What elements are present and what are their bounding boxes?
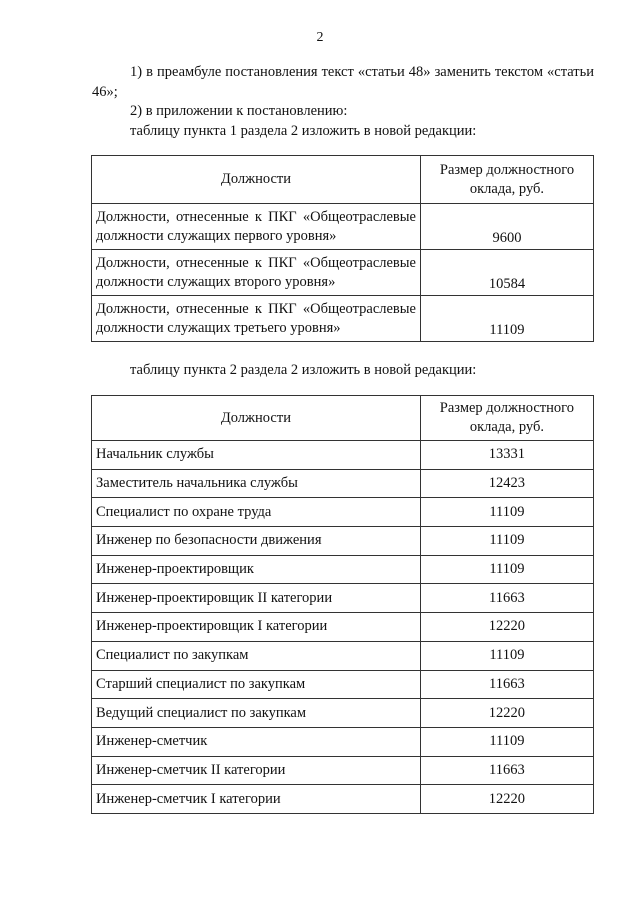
position-cell: Заместитель начальника службы xyxy=(92,469,421,498)
table-row xyxy=(92,727,594,756)
salary-cell: 11109 xyxy=(420,296,593,342)
position-cell: Должности, отнесенные к ПКГ «Общеотраслевые должности служащих второго уровня» xyxy=(92,250,421,296)
table-row xyxy=(92,250,594,296)
position-cell: Инженер-сметчик xyxy=(92,727,421,756)
table-row xyxy=(92,785,594,814)
table-row xyxy=(92,699,594,728)
position-cell: Должности, отнесенные к ПКГ «Общеотраслевые должности служащих третьего уровня» xyxy=(92,296,421,342)
salary-cell: 12220 xyxy=(420,699,593,728)
table-row xyxy=(92,756,594,785)
position-cell: Инженер-проектировщик II категории xyxy=(92,584,421,613)
position-cell: Должности, отнесенные к ПКГ «Общеотраслевые должности служащих первого уровня» xyxy=(92,204,421,250)
table-header-row xyxy=(92,396,594,441)
page-number: 2 xyxy=(316,30,324,45)
salary-table-section2-item1 xyxy=(91,155,594,342)
salary-cell: 11109 xyxy=(420,527,593,556)
salary-table-section2-item2 xyxy=(91,395,594,814)
header-position: Должности xyxy=(92,156,421,204)
position-cell: Специалист по закупкам xyxy=(92,641,421,670)
position-cell: Инженер-проектировщик xyxy=(92,555,421,584)
position-cell: Инженер-проектировщик I категории xyxy=(92,613,421,642)
salary-cell: 11663 xyxy=(420,756,593,785)
salary-cell: 12220 xyxy=(420,785,593,814)
table-row xyxy=(92,527,594,556)
paragraph-table1-intro: таблицу пункта 1 раздела 2 изложить в новой редакции: xyxy=(130,123,477,139)
table-row xyxy=(92,204,594,250)
paragraph-appendix-intro: 2) в приложении к постановлению: xyxy=(130,103,348,119)
header-salary: Размер должностного оклада, руб. xyxy=(420,156,593,204)
position-cell: Специалист по охране труда xyxy=(92,498,421,527)
salary-cell: 10584 xyxy=(420,250,593,296)
salary-cell: 9600 xyxy=(420,204,593,250)
table-header-row xyxy=(92,156,594,204)
position-cell: Инженер-сметчик II категории xyxy=(92,756,421,785)
table-row xyxy=(92,498,594,527)
table-row xyxy=(92,296,594,342)
paragraph-preamble-change: 1) в преамбуле постановления текст «статьи 48» заменить текстом «статьи 46»; xyxy=(92,64,594,100)
position-cell: Инженер-сметчик I категории xyxy=(92,785,421,814)
table-row xyxy=(92,469,594,498)
table-row xyxy=(92,441,594,470)
table-row xyxy=(92,670,594,699)
header-salary: Размер должностного оклада, руб. xyxy=(420,396,593,441)
salary-cell: 11663 xyxy=(420,584,593,613)
position-cell: Ведущий специалист по закупкам xyxy=(92,699,421,728)
paragraph-table2-intro: таблицу пункта 2 раздела 2 изложить в новой редакции: xyxy=(130,362,477,378)
header-position: Должности xyxy=(92,396,421,441)
salary-cell: 11109 xyxy=(420,498,593,527)
table-row xyxy=(92,584,594,613)
salary-cell: 11109 xyxy=(420,555,593,584)
salary-cell: 11663 xyxy=(420,670,593,699)
salary-cell: 12220 xyxy=(420,613,593,642)
salary-cell: 12423 xyxy=(420,469,593,498)
table-row xyxy=(92,555,594,584)
salary-cell: 11109 xyxy=(420,727,593,756)
salary-cell: 11109 xyxy=(420,641,593,670)
table-row xyxy=(92,613,594,642)
position-cell: Старший специалист по закупкам xyxy=(92,670,421,699)
position-cell: Начальник службы xyxy=(92,441,421,470)
position-cell: Инженер по безопасности движения xyxy=(92,527,421,556)
table-row xyxy=(92,641,594,670)
salary-cell: 13331 xyxy=(420,441,593,470)
